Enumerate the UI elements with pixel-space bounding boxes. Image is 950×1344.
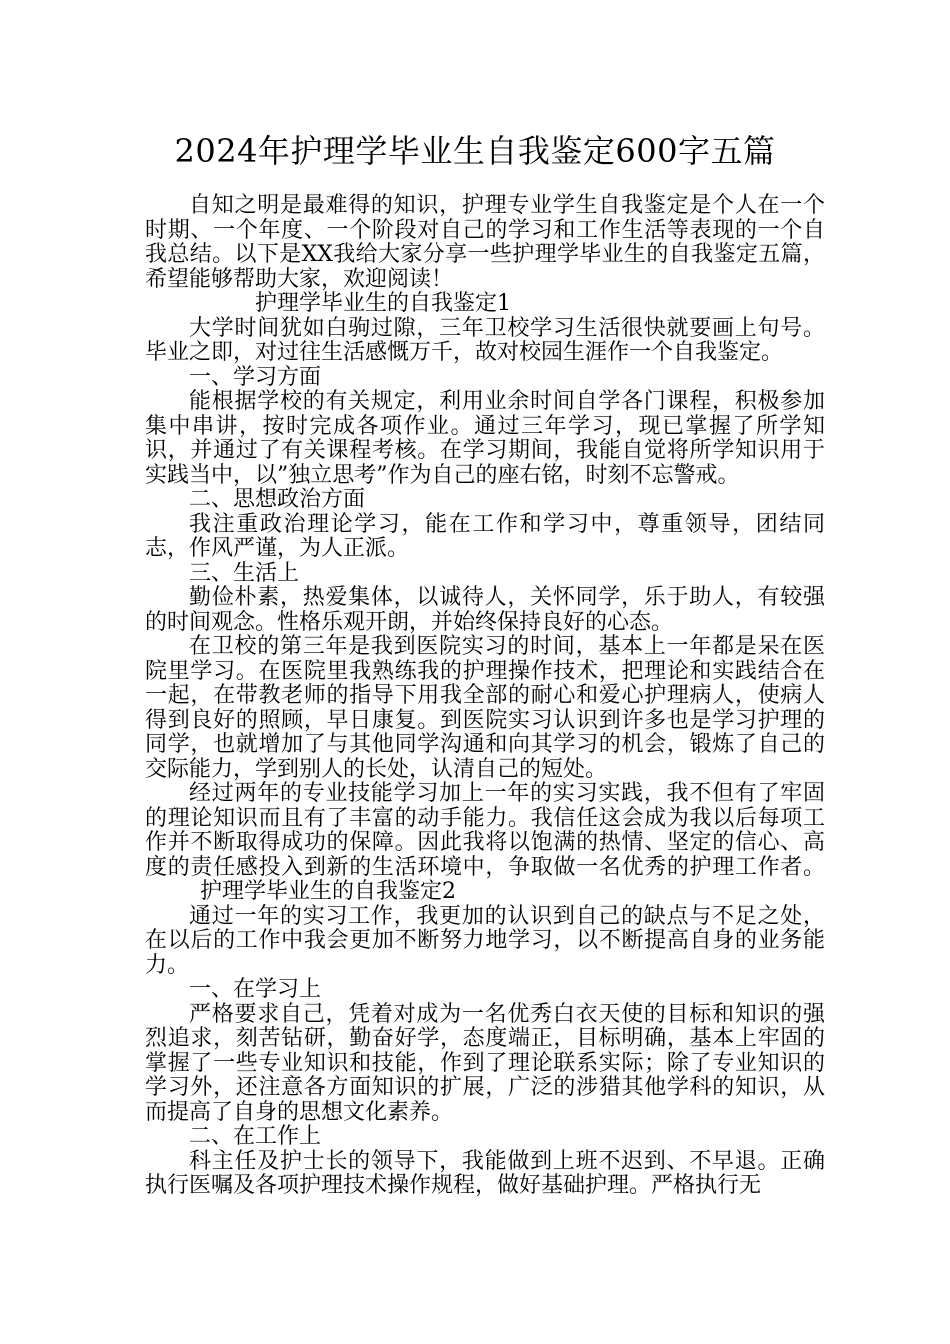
body-paragraph: 通过一年的实习工作，我更加的认识到自己的缺点与不足之处，在以后的工作中我会更加不断努力地学习，以不断提高自身的业务能力。 — [145, 903, 825, 978]
subsection-heading: 二、思想政治方面 — [189, 487, 366, 512]
body-paragraph: 科主任及护士长的领导下，我能做到上班不迟到、不早退。正确执行医嘱及各项护理技术操作规程，做好基础护理。严格执行无 — [145, 1148, 825, 1198]
section-heading-2: 护理学毕业生的自我鉴定2 — [200, 879, 456, 904]
document-body — [145, 194, 825, 1199]
intro-paragraph: 自知之明是最难得的知识，护理专业学生自我鉴定是个人在一个时期、一个年度、一个阶段对自己的学习和工作生活等表现的一个自我总结。以下是XX我给大家分享一些护理学毕业生的自我鉴定五篇，希望能够帮助大家，欢迎阅读！ — [145, 193, 825, 292]
subsection-heading: 三、生活上 — [189, 560, 300, 586]
body-paragraph-text: 经过两年的专业技能学习加上一年的实习实践，我不但有了牢固的理论知识而且有了丰富的动手能力。我信任这会成为我以后每项工作并不断取得成功的保障。因此我将以饱满的热情、坚定的信心、高度的责任感投入到新的生活环境中，争取做一名优秀的护理工作者。 — [145, 781, 825, 880]
subsection-heading: 一、在学习上 — [189, 977, 322, 1002]
body-paragraph: 严格要求自己，凭着对成为一名优秀白衣天使的目标和知识的强烈追求，刻苦钻研，勤奋好学，态度端正，目标明确，基本上牢固的掌握了一些专业知识和技能，作到了理论联系实际；除了专业知识的学习外，还注意各方面知识的扩展，广泛的涉猎其他学科的知识，从而提高了自身的思想文化素养。 — [145, 1001, 825, 1125]
body-paragraph: 大学时间犹如白驹过隙，三年卫校学习生活很快就要画上句号。毕业之即，对过往生活感慨万千，故对校园生涯作一个自我鉴定。 — [145, 315, 825, 365]
body-paragraph: 勤俭朴素，热爱集体，以诚待人，关怀同学，乐于助人，有较强的时间观念。性格乐观开朗，并始终保持良好的心态。 — [145, 585, 825, 635]
document-title: 2024年护理学毕业生自我鉴定600字五篇 — [174, 132, 776, 170]
body-paragraph: 能根据学校的有关规定，利用业余时间自学各门课程，积极参加集中串讲，按时完成各项作业。通过三年学习，现已掌握了所学知识，并通过了有关课程考核。在学习期间，我能自觉将所学知识用于实践当中，以”独立思考”作为自己的座右铭，时刻不忘警戒。 — [145, 389, 825, 488]
subsection-heading: 二、在工作上 — [189, 1124, 322, 1149]
section-heading-1: 护理学毕业生的自我鉴定1 — [255, 291, 511, 316]
body-paragraph: 我注重政治理论学习，能在工作和学习中，尊重领导，团结同志，作风严谨，为人正派。 — [145, 511, 825, 561]
body-paragraph-with-heading — [145, 782, 825, 905]
subsection-heading: 一、学习方面 — [189, 364, 322, 390]
body-paragraph: 在卫校的第三年是我到医院实习的时间，基本上一年都是呆在医院里学习。在医院里我熟练我的护理操作技术，把理论和实践结合在一起，在带教老师的指导下用我全部的耐心和爱心护理病人，使病人得到良好的照顾，早日康复。到医院实习认识到许多也是学习护理的同学，也就增加了与其他同学沟通和向其学习的机会，锻炼了自己的交际能力，学到别人的长处，认清自己的短处。 — [145, 634, 825, 782]
